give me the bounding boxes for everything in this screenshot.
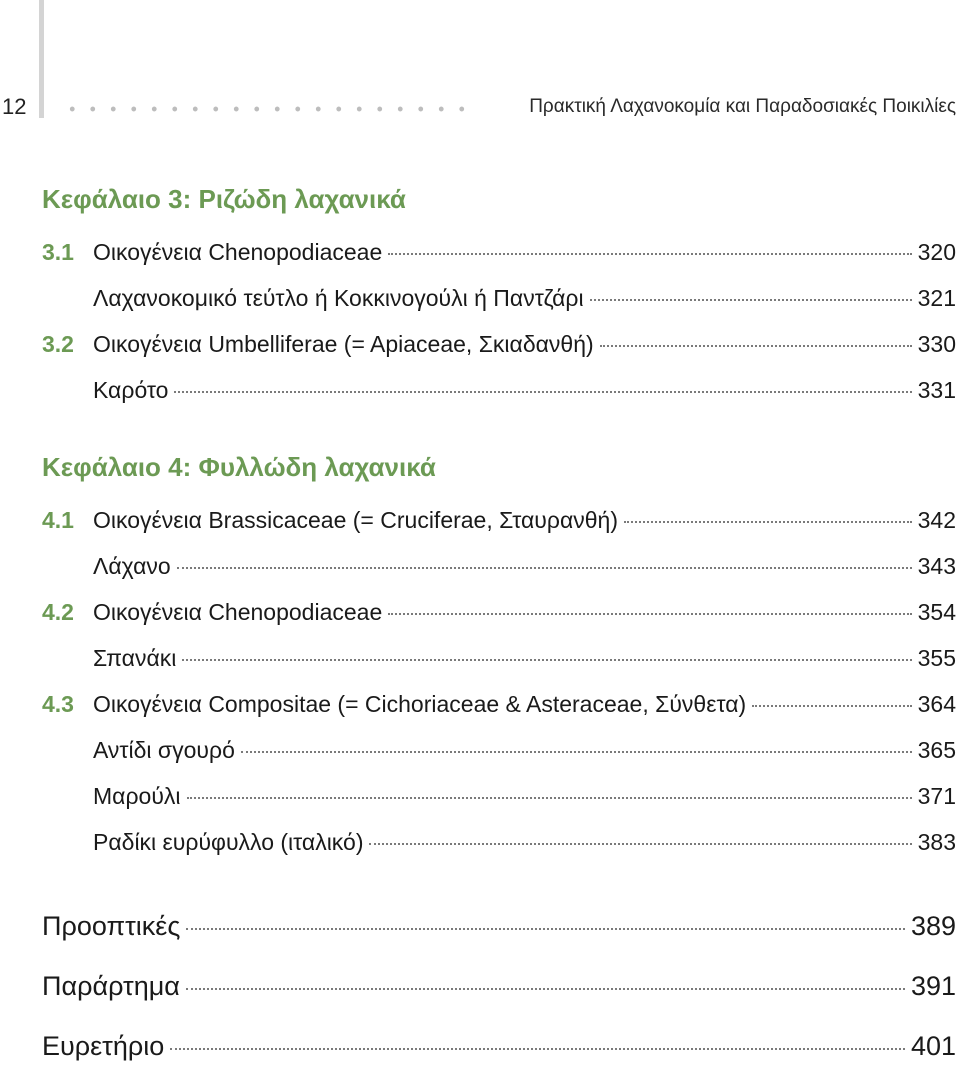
entry-title: Μαρούλι — [93, 783, 181, 809]
page-number: 12 — [2, 94, 27, 119]
dot-leader — [590, 299, 912, 301]
page-ref: 401 — [910, 1031, 956, 1061]
toc-entry-appendix[interactable] — [42, 971, 956, 1011]
toc-entry-cabbage[interactable] — [93, 553, 956, 587]
toc-entry-carrot[interactable] — [93, 377, 956, 411]
dot-leader — [752, 705, 911, 707]
dot-leader — [600, 345, 912, 347]
section-number: 3.2 — [42, 331, 74, 357]
page-ref: 355 — [917, 645, 956, 671]
chapter-3-heading: Κεφάλαιο 3: Ριζώδη λαχανικά — [42, 184, 406, 214]
page-ref: 391 — [910, 971, 956, 1001]
dot-leader — [186, 988, 905, 990]
toc-entry-prospects[interactable] — [42, 911, 956, 951]
toc-entry-chicory[interactable] — [93, 829, 956, 863]
entry-title: Προοπτικές — [42, 911, 181, 941]
dot-leader — [388, 613, 911, 615]
section-number: 4.1 — [42, 507, 74, 533]
entry-title: Οικογένεια Brassicaceae (= Cruciferae, Σταυρανθή) — [93, 507, 619, 533]
toc-entry-lettuce[interactable] — [93, 783, 956, 817]
dot-leader — [186, 928, 905, 930]
dot-leader — [388, 253, 911, 255]
entry-title: Ευρετήριο — [42, 1031, 165, 1061]
toc-entry-spinach[interactable] — [93, 645, 956, 679]
section-number: 4.2 — [42, 599, 74, 625]
page-ref: 343 — [917, 553, 956, 579]
margin-bar — [39, 0, 44, 118]
chapter-4-heading: Κεφάλαιο 4: Φυλλώδη λαχανικά — [42, 452, 436, 482]
page-ref: 354 — [917, 599, 956, 625]
page-ref: 330 — [917, 331, 956, 357]
entry-title: Αντίδι σγουρό — [93, 737, 235, 763]
entry-title: Λάχανο — [93, 553, 171, 579]
page-ref: 389 — [910, 911, 956, 941]
page-ref: 383 — [917, 829, 956, 855]
toc-entry-4-2[interactable] — [42, 599, 956, 633]
dot-leader — [170, 1048, 905, 1050]
toc-entry-endive[interactable] — [93, 737, 956, 771]
page-ref: 331 — [917, 377, 956, 403]
entry-title: Παράρτημα — [42, 971, 180, 1001]
section-number: 4.3 — [42, 691, 74, 717]
dot-leader — [369, 843, 911, 845]
header-dot-leader — [62, 106, 472, 112]
dot-leader — [182, 659, 911, 661]
toc-entry-4-1[interactable] — [42, 507, 956, 541]
section-number: 3.1 — [42, 239, 74, 265]
dot-leader — [241, 751, 912, 753]
page-ref: 364 — [917, 691, 956, 717]
running-title: Πρακτική Λαχανοκομία και Παραδοσιακές Ποικιλίες — [529, 96, 956, 117]
toc-entry-3-2[interactable] — [42, 331, 956, 365]
page-ref: 365 — [917, 737, 956, 763]
entry-title: Οικογένεια Compositae (= Cichoriaceae & Asteraceae, Σύνθετα) — [93, 691, 747, 717]
dot-leader — [177, 567, 912, 569]
entry-title: Οικογένεια Chenopodiaceae — [93, 239, 383, 265]
toc-entry-3-1[interactable] — [42, 239, 956, 273]
toc-entry-index[interactable] — [42, 1031, 956, 1071]
dot-leader — [174, 391, 911, 393]
entry-title: Ραδίκι ευρύφυλλο (ιταλικό) — [93, 829, 364, 855]
page-ref: 342 — [917, 507, 956, 533]
entry-title: Λαχανοκομικό τεύτλο ή Κοκκινογούλι ή Παντζάρι — [93, 285, 584, 311]
page-ref: 371 — [917, 783, 956, 809]
entry-title: Οικογένεια Chenopodiaceae — [93, 599, 383, 625]
toc-entry-beetroot[interactable] — [93, 285, 956, 319]
page-ref: 321 — [917, 285, 956, 311]
toc-entry-4-3[interactable] — [42, 691, 956, 725]
entry-title: Σπανάκι — [93, 645, 177, 671]
entry-title: Οικογένεια Umbelliferae (= Apiaceae, Σκιαδανθή) — [93, 331, 594, 357]
dot-leader — [624, 521, 912, 523]
dot-leader — [187, 797, 912, 799]
page-ref: 320 — [917, 239, 956, 265]
entry-title: Καρότο — [93, 377, 169, 403]
